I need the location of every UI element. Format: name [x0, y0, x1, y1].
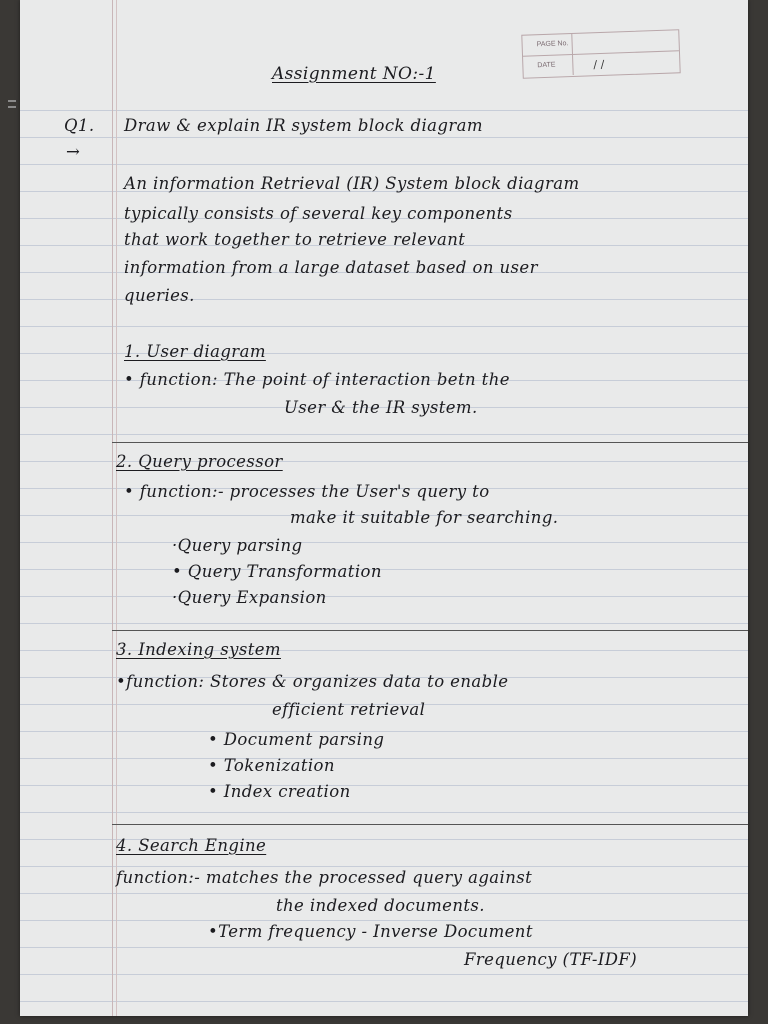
page-meta-box	[521, 29, 680, 78]
section-line: • function: The point of interaction betn the	[124, 370, 510, 389]
bullet-item: • Document parsing	[208, 730, 385, 749]
section-divider	[112, 442, 748, 443]
date-value: / /	[593, 57, 605, 72]
date-row	[523, 51, 680, 76]
page-no-label: PAGE No.	[522, 34, 573, 56]
bullet-item: • Tokenization	[208, 756, 335, 775]
section-divider	[112, 630, 748, 631]
bullet-item: ·Query parsing	[172, 536, 303, 555]
notebook-page	[20, 0, 748, 1016]
section-line: •function: Stores & organizes data to enable	[116, 672, 509, 691]
date-label: DATE	[523, 55, 574, 77]
bullet-item: ·Query Expansion	[172, 588, 327, 607]
section-divider	[112, 824, 748, 825]
section-line: efficient retrieval	[272, 700, 426, 719]
question-text: Draw & explain IR system block diagram	[124, 116, 483, 135]
intro-line: queries.	[124, 286, 195, 305]
question-number: Q1.	[64, 116, 95, 135]
intro-line: information from a large dataset based on user	[124, 258, 538, 277]
binding-mark	[8, 100, 16, 102]
section-line: •Term frequency - Inverse Document	[208, 922, 533, 941]
section-line: make it suitable for searching.	[290, 508, 559, 527]
section-line: Frequency (TF-IDF)	[464, 950, 638, 969]
bullet-item: • Index creation	[208, 782, 351, 801]
section-heading: 1. User diagram	[124, 342, 266, 361]
section-heading: 2. Query processor	[116, 452, 283, 471]
section-line: function:- matches the processed query against	[116, 868, 533, 887]
margin-line	[112, 0, 113, 1016]
section-line: • function:- processes the User's query to	[124, 482, 490, 501]
intro-line: typically consists of several key components	[124, 204, 513, 223]
assignment-title: Assignment NO:-1	[272, 64, 436, 84]
intro-line: that work together to retrieve relevant	[124, 230, 466, 249]
section-line: the indexed documents.	[276, 896, 485, 915]
bullet-item: • Query Transformation	[172, 562, 382, 581]
binding-mark	[8, 106, 16, 108]
margin-line-inner	[116, 0, 117, 1016]
section-heading: 4. Search Engine	[116, 836, 267, 855]
section-line: User & the IR system.	[284, 398, 478, 417]
intro-line: An information Retrieval (IR) System block diagram	[124, 174, 580, 193]
section-heading: 3. Indexing system	[116, 640, 281, 659]
arrow-icon: →	[66, 142, 81, 161]
